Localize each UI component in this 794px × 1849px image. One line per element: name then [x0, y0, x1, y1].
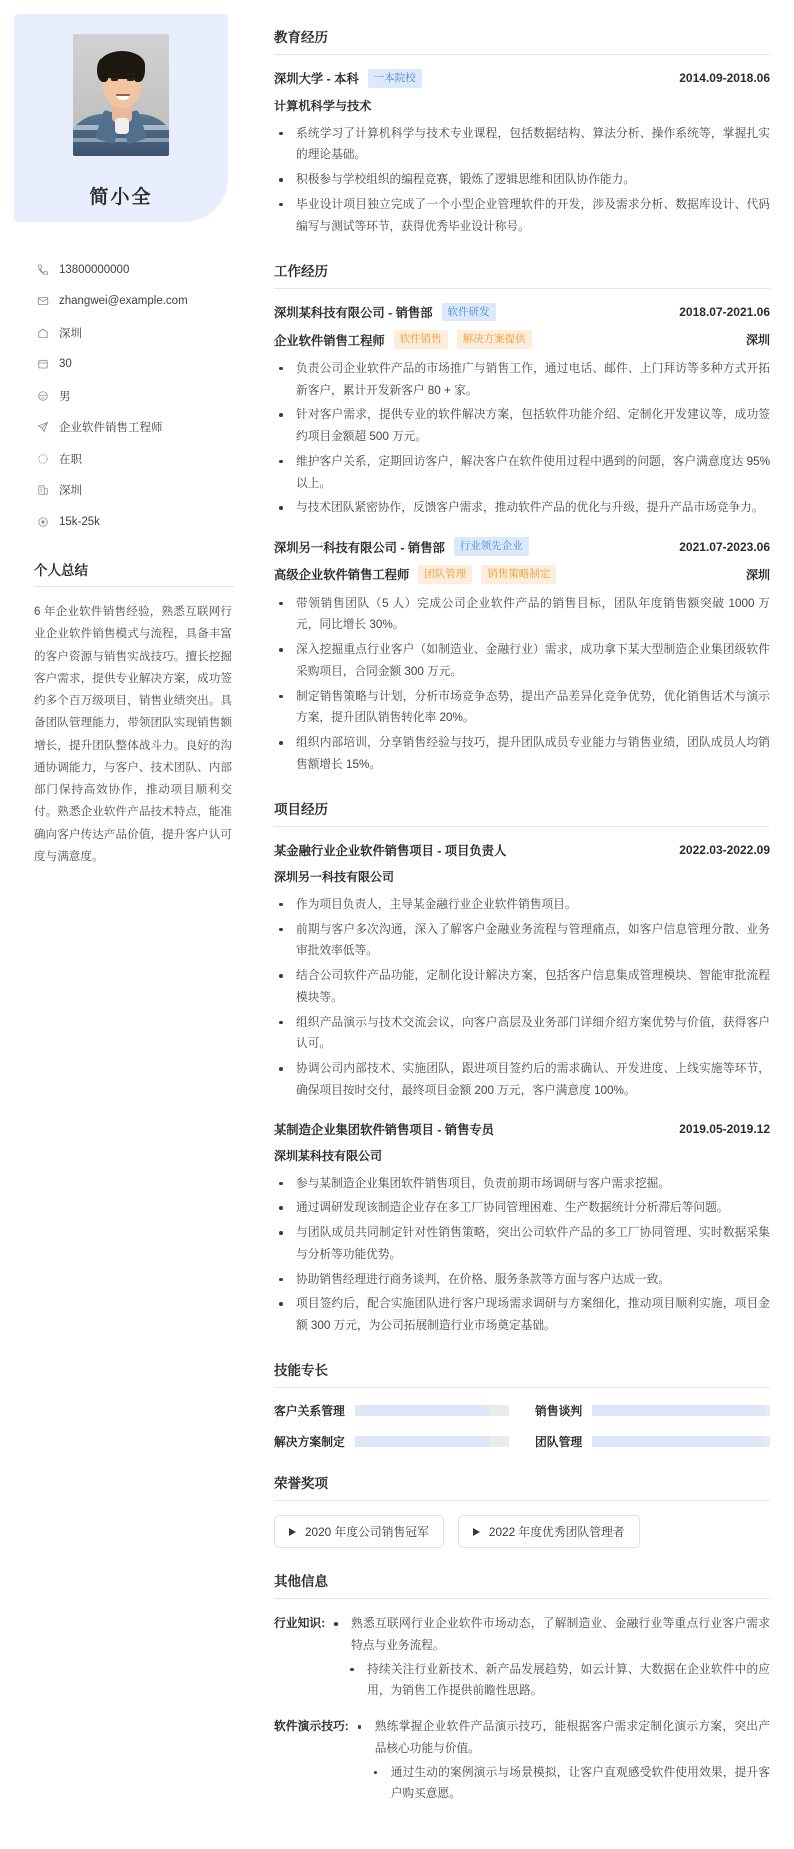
contact-list — [34, 258, 242, 533]
section-title: 其他信息 — [274, 1570, 770, 1599]
company-tag: 行业领先企业 — [454, 537, 529, 556]
bullet-item: 积极参与学校组织的编程竞赛，锻炼了逻辑思维和团队协作能力。 — [274, 169, 770, 191]
education-entry — [274, 69, 770, 238]
bullet-item: 系统学习了计算机科学与技术专业课程，包括数据结构、算法分析、操作系统等，掌握扎实的理论基础。 — [274, 123, 770, 167]
bullet-item: 结合公司软件产品功能，定制化设计解决方案，包括客户信息集成管理模块、智能审批流程模块等。 — [274, 965, 770, 1009]
education-bullets — [274, 123, 770, 238]
bullet-item: 与技术团队紧密协作，反馈客户需求，推动软件产品的优化与升级，提升产品市场竞争力。 — [274, 497, 770, 519]
project-name: 某制造企业集团软件销售项目 - 销售专员 — [274, 1122, 494, 1137]
honors-list — [274, 1515, 770, 1548]
work-date: 2018.07-2021.06 — [679, 304, 770, 319]
profile-panel — [14, 14, 228, 222]
work-entry — [274, 537, 770, 776]
entry-header — [274, 841, 770, 859]
section-projects — [274, 798, 770, 1337]
bullet-item: 深入挖掘重点行业客户（如制造业、金融行业）需求，成功拿下某大型制造企业集团级软件采购项目，合同金额 300 万元。 — [274, 639, 770, 683]
contact-value: 企业软件销售工程师 — [59, 422, 163, 434]
contact-value: 13800000000 — [59, 263, 130, 276]
bullet-item: 毕业设计项目独立完成了一个小型企业管理软件的开发，涉及需求分析、数据库设计、代码编写与测试等环节，获得优秀毕业设计称号。 — [274, 194, 770, 238]
bullet-item: 组织内部培训，分享销售经验与技巧，提升团队成员专业能力与销售业绩，团队成员人均销售额增长 15%。 — [274, 732, 770, 776]
project-entry — [274, 841, 770, 1102]
salary-icon — [34, 516, 51, 528]
bullet-item: 针对客户需求，提供专业的软件解决方案，包括软件功能介绍、定制化开发建议等，成功签约项目金额超 500 万元。 — [274, 404, 770, 448]
major-name: 计算机科学与技术 — [274, 98, 372, 113]
contact-value: 15k-25k — [59, 515, 100, 528]
contact-value: zhangwei@example.com — [59, 295, 188, 307]
project-bullets — [274, 894, 770, 1102]
skill-progress-fill — [592, 1405, 764, 1416]
skill-progress-bar — [355, 1436, 509, 1447]
skill-item — [535, 1433, 770, 1450]
bullet-item: 维护客户关系，定期回访客户，解决客户在软件使用过程中遇到的问题，客户满意度达 95% 以上。 — [274, 451, 770, 495]
entry-header — [274, 69, 770, 88]
skill-item — [535, 1402, 770, 1419]
bullet-item: 熟练掌握企业软件产品演示技巧，能根据客户需求定制化演示方案，突出产品核心功能与价值。 — [353, 1716, 770, 1760]
summary-text: 6 年企业软件销售经验，熟悉互联网行业企业软件销售模式与流程，具备丰富的客户资源与销售实战技巧。擅长挖掘客户需求，提供专业解决方案，成功签约多个百万级项目，销售业绩突出。具备团队管理能力，带领团队实现销售额增长，提升团队整体战斗力。良好的沟通协调能力，与客户、技术团队、内部部门保持高效协作，推动项目顺利交付。熟悉企业软件产品技术特点，能准确向客户传达产品价值，提升客户认可度与满意度。 — [34, 605, 232, 863]
work-bullets — [274, 593, 770, 776]
status-icon — [34, 453, 51, 465]
bullet-item: 组织产品演示与技术交流会议，向客户高层及业务部门详细介绍方案优势与价值，获得客户认可。 — [274, 1012, 770, 1056]
bullet-item: 前期与客户多次沟通，深入了解客户金融业务流程与管理痛点，如客户信息管理分散、业务审批效率低等。 — [274, 919, 770, 963]
bullet-item: 协助销售经理进行商务谈判，在价格、服务条款等方面与客户达成一致。 — [274, 1269, 770, 1291]
project-date: 2019.05-2019.12 — [679, 1121, 770, 1136]
contact-item-salary — [34, 510, 242, 533]
entry-header — [274, 537, 770, 556]
contact-item-email — [34, 290, 242, 313]
skill-item — [274, 1402, 509, 1419]
contact-item-city — [34, 479, 242, 502]
section-title: 教育经历 — [274, 26, 770, 55]
contact-value: 在职 — [59, 453, 82, 466]
bullet-item: 与团队成员共同制定针对性销售策略，突出公司软件产品的多工厂协同管理、实时数据采集与分析等功能优势。 — [274, 1222, 770, 1266]
skill-label: 团队管理 — [535, 1435, 583, 1449]
skill-progress-bar — [592, 1436, 770, 1447]
section-title: 技能专长 — [274, 1359, 770, 1388]
bullet-item: 制定销售策略与计划，分析市场竞争态势，提出产品差异化竞争优势，优化销售话术与演示方案，提升团队销售转化率 20%。 — [274, 686, 770, 730]
section-title: 工作经历 — [274, 260, 770, 289]
entry-role-row — [274, 565, 770, 584]
bullet-item: 协调公司内部技术、实施团队，跟进项目签约后的需求确认、开发进度、上线实施等环节，确保项目按时交付，最终项目金额 200 万元，客户满意度 100%。 — [274, 1058, 770, 1102]
summary-section-title: 个人总结 — [34, 559, 234, 587]
bullet-item: 持续关注行业新技术、新产品发展趋势，如云计算、大数据在企业软件中的应用，为销售工作提供前瞻性思路。 — [329, 1659, 770, 1703]
other-body — [353, 1716, 770, 1807]
role-tag: 销售策略制定 — [481, 565, 556, 584]
mail-icon — [34, 295, 51, 307]
work-entry — [274, 303, 770, 520]
person-name: 简小全 — [89, 187, 153, 208]
bullet-item: 通过调研发现该制造企业存在多工厂协同管理困难、生产数据统计分析滞后等问题。 — [274, 1197, 770, 1219]
contact-item-age — [34, 353, 242, 376]
play-triangle-icon — [473, 1528, 480, 1536]
bullet-item: 带领销售团队（5 人）完成公司企业软件产品的销售目标，团队年度销售额突破 1000 万元，同比增长 30%。 — [274, 593, 770, 637]
section-other-info — [274, 1570, 770, 1807]
bullet-item: 参与某制造企业集团软件销售项目，负责前期市场调研与客户需求挖掘。 — [274, 1173, 770, 1195]
calendar-icon — [34, 358, 51, 370]
honor-item[interactable] — [274, 1515, 444, 1548]
honor-item[interactable] — [458, 1515, 640, 1548]
section-work — [274, 260, 770, 776]
contact-value: 男 — [59, 390, 71, 403]
contact-value: 深圳 — [59, 327, 82, 340]
phone-icon — [34, 264, 51, 276]
bullet-item: 作为项目负责人，主导某金融行业企业软件销售项目。 — [274, 894, 770, 916]
role-tag: 团队管理 — [418, 565, 472, 584]
work-date: 2021.07-2023.06 — [679, 539, 770, 554]
section-title: 荣誉奖项 — [274, 1472, 770, 1501]
section-skills — [274, 1359, 770, 1450]
target-icon — [34, 421, 51, 433]
skill-item — [274, 1433, 509, 1450]
sidebar — [0, 0, 258, 908]
project-date: 2022.03-2022.09 — [679, 842, 770, 857]
contact-value: 深圳 — [59, 485, 82, 497]
school-tag: 一本院校 — [368, 69, 422, 88]
other-label: 行业知识: — [274, 1616, 326, 1630]
skill-progress-fill — [592, 1436, 764, 1447]
role-name: 企业软件销售工程师 — [274, 333, 385, 348]
skill-label: 销售谈判 — [535, 1404, 583, 1418]
bullet-item: 负责公司企业软件产品的市场推广与销售工作，通过电话、邮件、上门拜访等多种方式开拓新客户，累计开发新客户 80 + 家。 — [274, 358, 770, 402]
play-triangle-icon — [289, 1528, 296, 1536]
role-tag: 解决方案提供 — [457, 330, 532, 349]
skill-progress-fill — [355, 1436, 491, 1447]
contact-item-phone — [34, 258, 242, 281]
work-bullets — [274, 358, 770, 519]
portrait-photo — [73, 34, 169, 156]
skill-progress-bar — [592, 1405, 770, 1416]
contact-item-gender — [34, 384, 242, 407]
contact-item-hometown — [34, 321, 242, 344]
section-honors — [274, 1472, 770, 1548]
company-tag: 软件研发 — [442, 303, 496, 322]
project-company: 深圳某科技有限公司 — [274, 1148, 383, 1163]
project-company: 深圳另一科技有限公司 — [274, 869, 395, 884]
entry-role-row — [274, 330, 770, 349]
entry-header — [274, 1120, 770, 1138]
entry-header — [274, 303, 770, 322]
section-education — [274, 26, 770, 238]
company-name: 深圳某科技有限公司 - 销售部 — [274, 305, 433, 320]
home-icon — [34, 327, 51, 339]
bullet-item: 熟悉互联网行业企业软件市场动态，了解制造业、金融行业等重点行业客户需求特点与业务流程。 — [329, 1613, 770, 1657]
main-content — [258, 0, 794, 1849]
other-block — [274, 1716, 770, 1807]
skill-label: 客户关系管理 — [274, 1404, 345, 1418]
gender-icon — [34, 390, 51, 402]
honor-label: 2020 年度公司销售冠军 — [305, 1525, 429, 1539]
role-name: 高级企业软件销售工程师 — [274, 568, 410, 583]
project-bullets — [274, 1173, 770, 1337]
city-icon — [34, 484, 51, 496]
skill-progress-bar — [355, 1405, 509, 1416]
project-name: 某金融行业企业软件销售项目 - 项目负责人 — [274, 843, 507, 858]
education-date: 2014.09-2018.06 — [679, 71, 770, 86]
role-tag: 软件销售 — [394, 330, 448, 349]
contact-item-position — [34, 416, 242, 439]
bullet-item: 通过生动的案例演示与场景模拟，让客户直观感受软件使用效果，提升客户购买意愿。 — [353, 1762, 770, 1806]
work-location: 深圳 — [745, 567, 770, 582]
school-name: 深圳大学 - 本科 — [274, 72, 359, 87]
skill-label: 解决方案制定 — [274, 1435, 345, 1449]
company-name: 深圳另一科技有限公司 - 销售部 — [274, 540, 445, 555]
project-entry — [274, 1120, 770, 1337]
contact-value: 30 — [59, 358, 72, 370]
skills-grid — [274, 1402, 770, 1450]
other-label: 软件演示技巧: — [274, 1719, 349, 1734]
skill-progress-fill — [355, 1405, 491, 1416]
other-body — [329, 1613, 770, 1704]
honor-label: 2022 年度优秀团队管理者 — [488, 1525, 625, 1539]
other-block — [274, 1613, 770, 1704]
section-title: 项目经历 — [274, 798, 770, 827]
work-location: 深圳 — [745, 333, 770, 348]
contact-item-status — [34, 447, 242, 470]
bullet-item: 项目签约后，配合实施团队进行客户现场需求调研与方案细化，推动项目顺利实施，项目金额 300 万元，为公司拓展制造行业市场奠定基础。 — [274, 1293, 770, 1337]
